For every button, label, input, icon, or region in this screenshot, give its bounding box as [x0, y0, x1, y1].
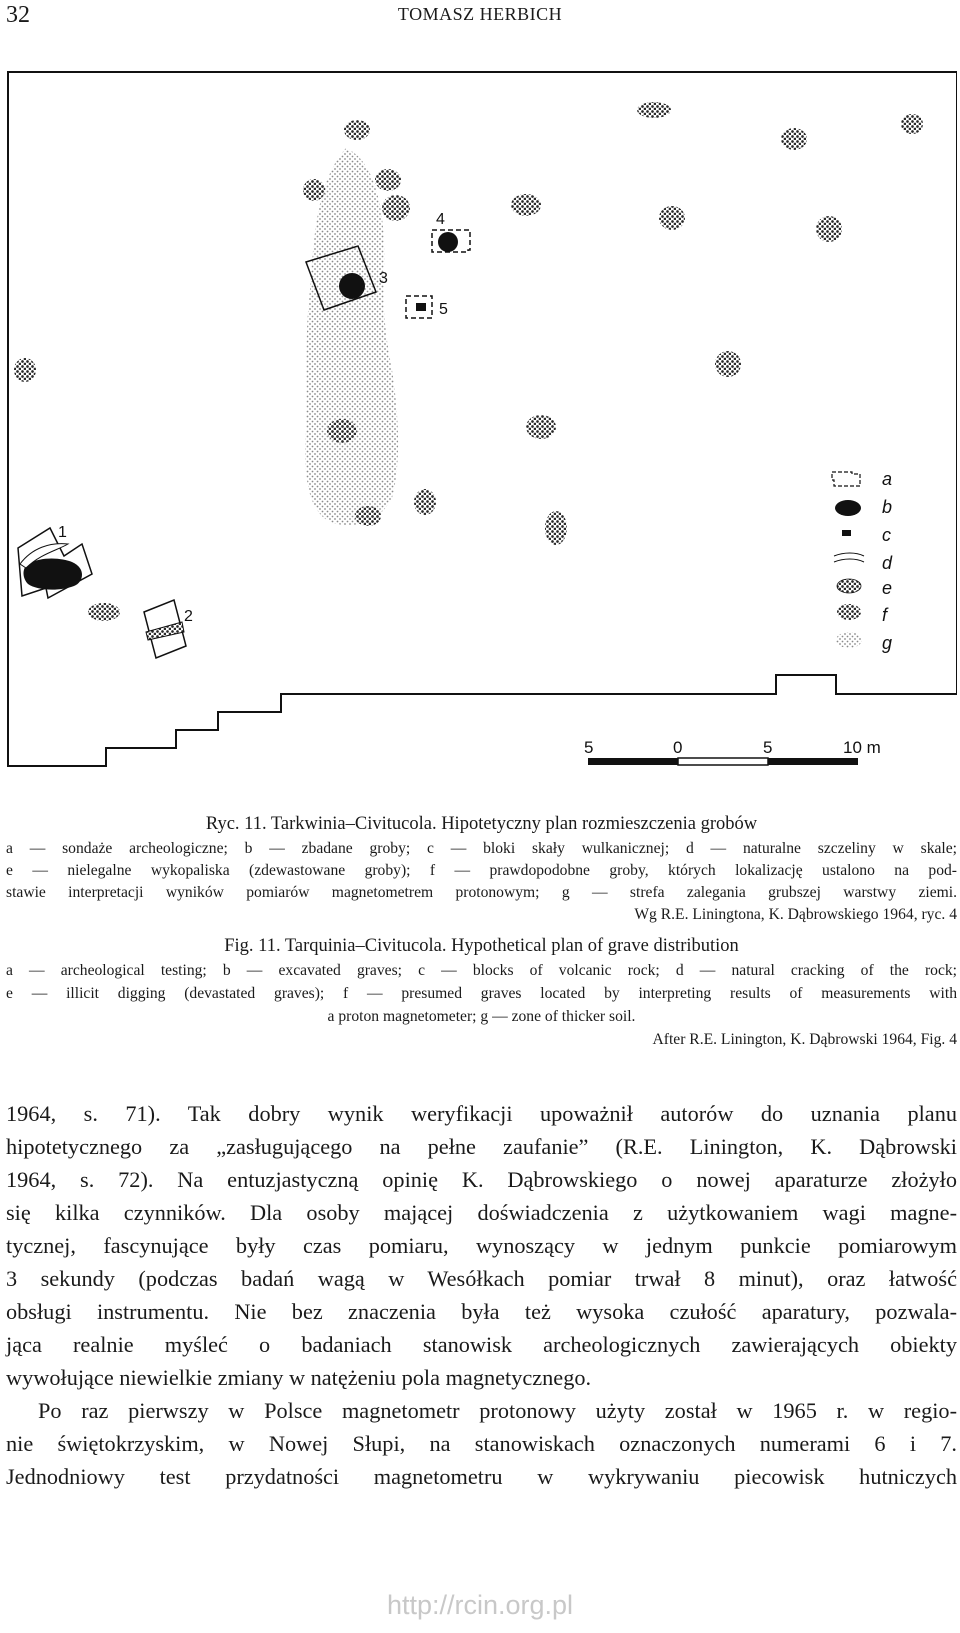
grave-spot [511, 194, 541, 216]
legend-label-d: d [882, 553, 893, 573]
legend-label-b: b [882, 497, 893, 517]
legend-symbol-a [832, 472, 860, 486]
caption-en-line-1: a — archeological testing; b — excavated graves; c — blocks of volcanic rock; d — natural cracking of the rock; [6, 962, 957, 979]
legend-symbol-g [836, 632, 862, 648]
grave-spot [88, 603, 120, 621]
scale-tick-0: 0 [673, 738, 683, 757]
scale-segment-1 [588, 758, 678, 765]
label-5: 5 [439, 301, 448, 318]
volcanic-rock-block-5 [416, 303, 426, 311]
grave-spot [375, 169, 401, 191]
legend-label-c: c [882, 525, 891, 545]
site-boundary [8, 72, 957, 766]
scale-bar [584, 738, 881, 765]
label-3: 3 [379, 270, 388, 287]
legend-symbol-c [842, 530, 851, 536]
body-line: hipotetycznego za „zasługującego na pełne zaufanie” (R.E. Linington, K. Dąbrowski [6, 1134, 957, 1159]
caption-pl-title: Ryc. 11. Tarkwinia–Civitucola. Hipotetyczny plan rozmieszczenia grobów [205, 814, 758, 834]
legend-symbol-b [835, 500, 861, 516]
label-1: 1 [58, 524, 67, 541]
grave-spot [816, 216, 842, 242]
grave-spot [545, 511, 567, 545]
grave-spot [303, 179, 325, 201]
footer-url: http://rcin.org.pl [386, 1590, 574, 1620]
caption-en-line-2: e — illicit digging (devastated graves); f — presumed graves located by interpreting results of measurements with [6, 985, 957, 1002]
body-line: 1964, s. 71). Tak dobry wynik weryfikacji upoważnił autorów do uznania planu [6, 1101, 957, 1126]
excavated-grave-4 [438, 232, 458, 252]
grave-spot [901, 114, 923, 134]
legend-label-e: e [882, 578, 893, 598]
scale-tick-10m: 10 m [843, 738, 881, 757]
caption-pl-line-3: stawie interpretacji wyników pomiarów magnetometrem protonowym; g — strefa zalegania grubszej warstwy ziemi. [6, 884, 957, 901]
body-line: wywołujące niewielkie zmiany w natężeniu pola magnetycznego. [6, 1365, 592, 1390]
body-line: się kilka czynników. Dla osoby mającej doświadczenia z użytkowaniem wagi magne- [6, 1200, 957, 1225]
grave-spot [414, 489, 436, 515]
grave-spot [344, 120, 370, 140]
body-line: Jednodniowy test przydatności magnetometru w wykrywaniu piecowisk hutniczych [6, 1464, 957, 1489]
grave-spot [715, 351, 741, 377]
grave-spot [327, 419, 357, 443]
body-line: obsługi instrumentu. Nie bez znaczenia była też wysoka czułość aparatury, pozwala- [6, 1299, 957, 1324]
legend-symbol-d [834, 553, 864, 562]
caption-en-source: After R.E. Linington, K. Dąbrowski 1964, Fig. 4 [652, 1031, 957, 1048]
scale-segment-2 [678, 758, 768, 765]
grave-spot [659, 206, 685, 230]
grave-spot [781, 128, 807, 150]
presumed-graves [14, 102, 923, 621]
rock-crack-2 [146, 622, 184, 640]
body-line: jąca realnie myśleć o badaniach stanowisk archeologicznych zawierających obiekty [6, 1332, 957, 1357]
grave-spot [526, 415, 556, 439]
label-2: 2 [184, 608, 193, 625]
scale-tick-5: 5 [763, 738, 773, 757]
caption-pl-source: Wg R.E. Liningtona, K. Dąbrowskiego 1964, ryc. 4 [634, 906, 957, 923]
body-line: nie świętokrzyskim, w Nowej Słupi, na stanowiskach oznaczonych numerami 6 i 7. [6, 1431, 957, 1456]
legend-label-g: g [882, 633, 893, 653]
legend-symbol-e [837, 579, 861, 593]
caption-pl-line-2: e — nielegalne wykopaliska (zdewastowane groby); f — prawdopodobne groby, których lokalizację ustalono na pod- [6, 862, 957, 879]
body-paragraph-start: Po raz pierwszy w Polsce magnetometr protonowy użyty został w 1965 r. w regio- [38, 1398, 957, 1423]
body-line: tycznej, fascynujące były czas pomiaru, wynoszący w jednym punkcie pomiarowym [6, 1233, 957, 1258]
scale-tick-5-left: 5 [584, 738, 594, 757]
grave-spot [355, 506, 381, 526]
site-plan-figure [6, 70, 957, 798]
legend [832, 469, 893, 653]
scale-segment-3 [768, 758, 858, 765]
label-4: 4 [436, 211, 445, 228]
caption-en-line-3: a proton magnetometer; g — zone of thicker soil. [327, 1008, 636, 1025]
grave-spot [382, 195, 410, 221]
legend-symbol-f [837, 604, 861, 620]
grave-spot [637, 102, 671, 118]
body-line: 1964, s. 72). Na entuzjastyczną opinię K. Dąbrowskiego o nowej aparaturze złożyło [6, 1167, 957, 1192]
running-head: TOMASZ HERBICH [397, 4, 563, 24]
caption-pl-line-1: a — sondaże archeologiczne; b — zbadane groby; c — bloki skały wulkanicznej; d — naturalne szczeliny w skale; [6, 840, 957, 857]
legend-label-f: f [882, 605, 888, 625]
grave-spot [14, 358, 36, 382]
caption-en-title: Fig. 11. Tarquinia–Civitucola. Hypothetical plan of grave distribution [224, 936, 739, 956]
excavated-grave-3 [339, 273, 365, 299]
page-number: 32 [6, 2, 30, 28]
body-line: 3 sekundy (podczas badań wagą w Wesółkach pomiar trwał 8 minut), oraz łatwość [6, 1266, 957, 1291]
legend-label-a: a [882, 469, 893, 489]
